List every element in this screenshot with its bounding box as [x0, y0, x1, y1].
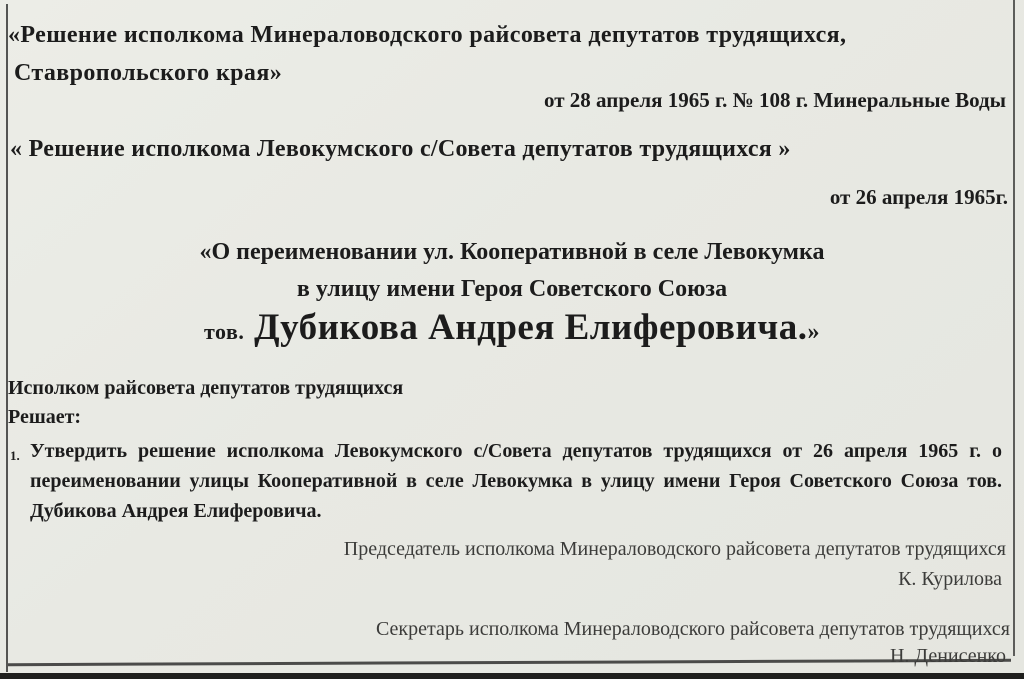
honoree-name: Дубикова Андрея Елиферовича. [254, 307, 808, 348]
selsovet-decision-dateline: от 26 апреля 1965г. [829, 185, 1008, 209]
title-close-quote: » [807, 319, 820, 345]
scan-edge-bottom-thick [0, 673, 1024, 679]
chairman-signature-name: К. Курилова [898, 568, 1002, 590]
rayon-decision-dateline: от 28 апреля 1965 г. № 108 г. Минеральные Воды [543, 88, 1006, 112]
rayon-decision-heading-line1: «Решение исполкома Минераловодского райсовета депутатов трудящихся, [8, 22, 847, 48]
selsovet-decision-heading: « Решение исполкома Левокумского с/Совета депутатов трудящихся » [10, 136, 791, 162]
decision-title-line2: в улицу имени Героя Советского Союза [296, 276, 728, 302]
secretary-signature-name: Н. Денисенко [889, 645, 1006, 667]
secretary-signature-title: Секретарь исполкома Минераловодского райсовета депутатов трудящихся [375, 618, 1010, 640]
decision-title-name-line [0, 306, 1024, 349]
chairman-signature-title: Председатель исполкома Минераловодского райсовета депутатов трудящихся [343, 538, 1006, 560]
resolution-item-1 [10, 436, 1002, 526]
decision-title-line1: «О переименовании ул. Кооперативной в селе Левокумка [199, 239, 825, 265]
resolution-item-text: Утвердить решение исполкома Левокумского с/Совета депутатов трудящихся от 26 апреля 1965 г. о переименовании улицы Кооперативной в селе Левокумка в улицу имени Героя Советского Союза тов. Дубикова Андрея Елиферовича. [30, 440, 1002, 522]
body-resolves: Решает: [8, 406, 82, 428]
scan-edge-bottom-thin [8, 659, 1011, 666]
title-tov-prefix: тов. [204, 319, 245, 344]
resolution-item-number: 1. [10, 448, 20, 463]
rayon-decision-heading-line2: Ставропольского края» [14, 60, 283, 86]
body-intro: Исполком райсовета депутатов трудящихся [8, 377, 404, 399]
